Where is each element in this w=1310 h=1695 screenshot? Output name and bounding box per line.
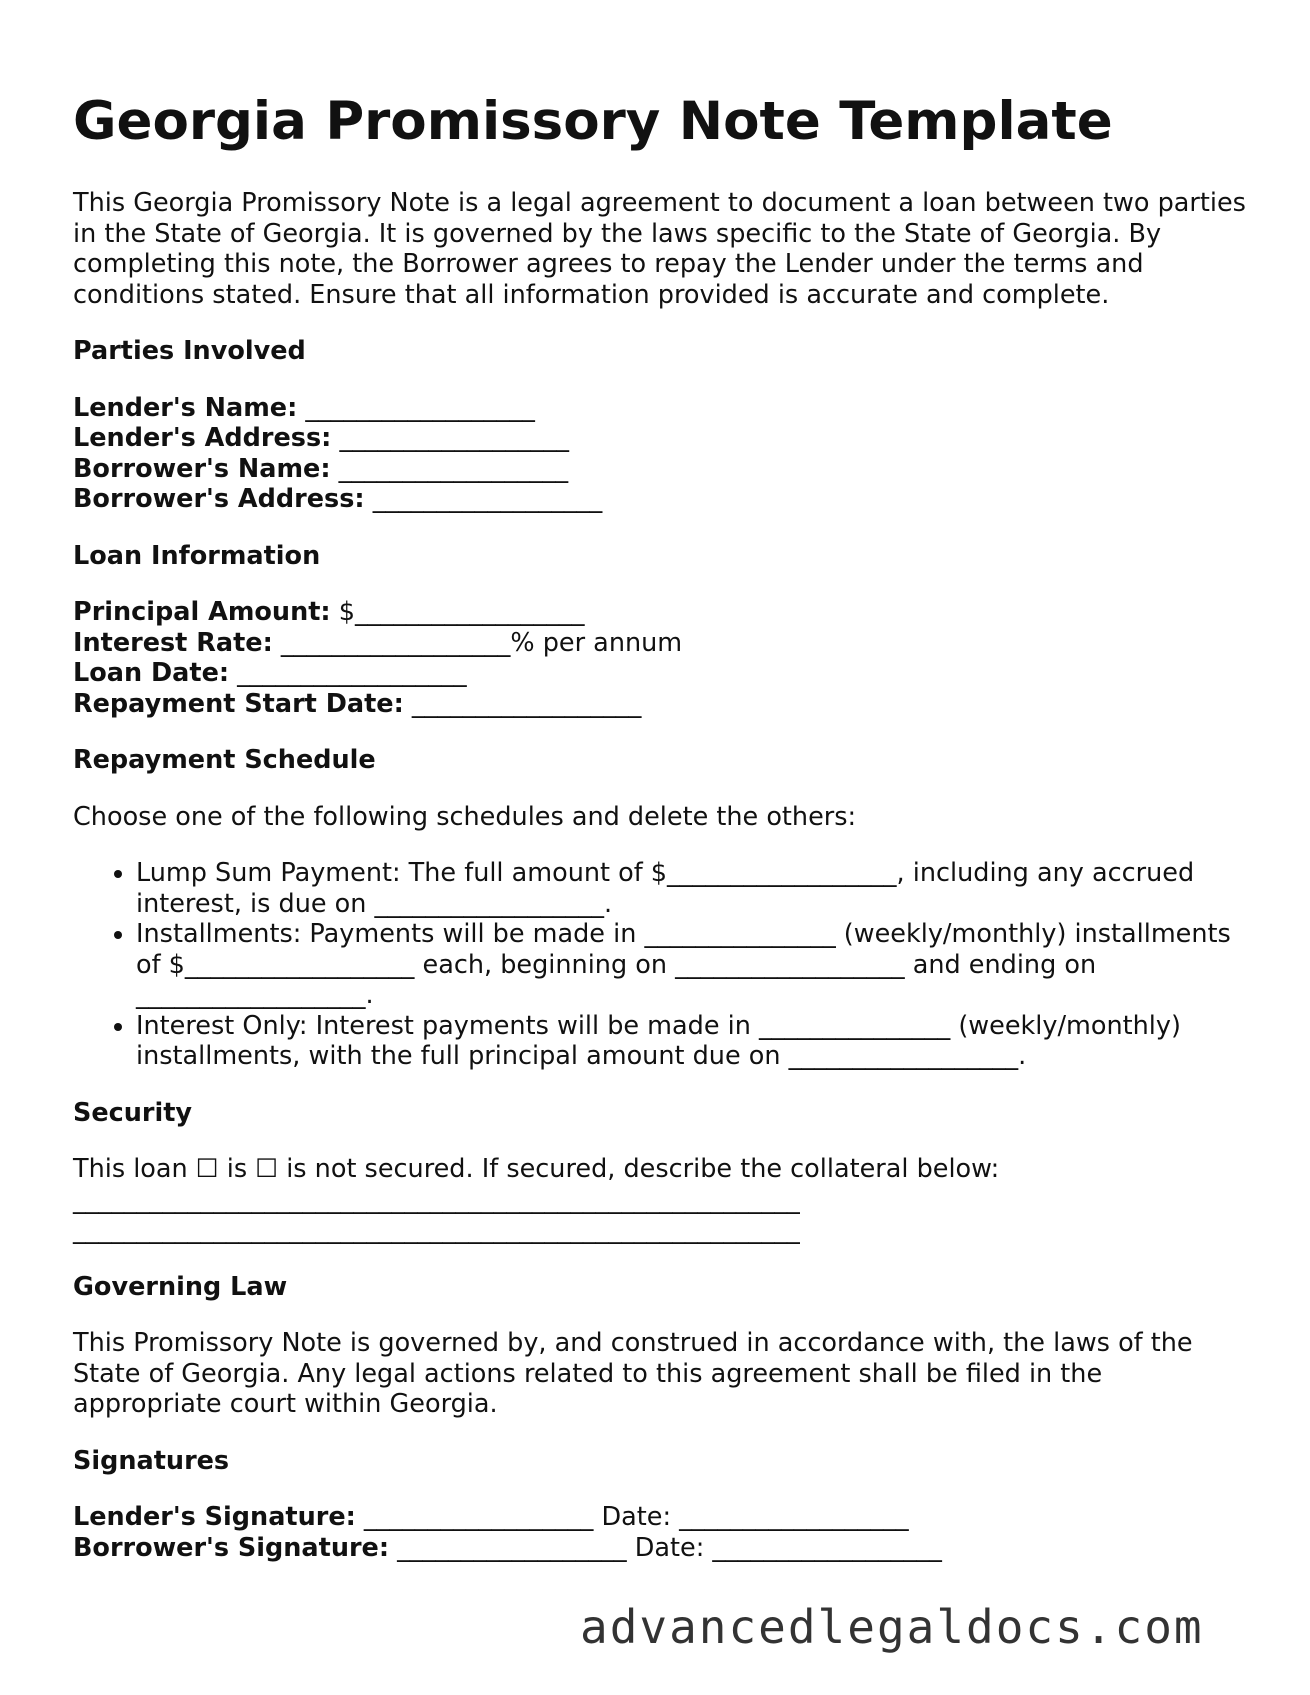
- lender-signature-field: [73, 1502, 1253, 1533]
- borrower-signature-label: Borrower's Signature:: [73, 1532, 390, 1563]
- governing-law-heading: Governing Law: [73, 1271, 288, 1302]
- borrower-name-blank[interactable]: __________________: [330, 453, 569, 484]
- watermark: advancedlegaldocs.com: [580, 1600, 1204, 1654]
- borrower-signature-blank[interactable]: __________________ Date: __________________: [389, 1532, 942, 1563]
- loan-date-label: Loan Date:: [73, 658, 230, 688]
- security-heading: Security: [73, 1097, 193, 1128]
- borrower-signature-field: [73, 1533, 1253, 1564]
- borrower-address-label: Borrower's Address:: [73, 484, 365, 514]
- repayment-heading: Repayment Schedule: [73, 745, 376, 775]
- governing-law-text: This Promissory Note is governed by, and construed in accordance with, the laws of the State of Georgia. Any legal actions related to this agreement shall be filed in the appropriate court within Georgia.: [73, 1328, 1193, 1419]
- lender-name-field: [73, 393, 1253, 424]
- document-page: [73, 80, 1253, 1563]
- loan-heading: Loan Information: [73, 540, 321, 571]
- principal-field: [73, 597, 1253, 628]
- principal-blank[interactable]: $__________________: [330, 597, 585, 627]
- interest-label: Interest Rate:: [73, 627, 273, 658]
- borrower-address-field: [73, 484, 1253, 515]
- security-statement: This loan ☐ is ☐ is not secured. If secured, describe the collateral below:: [73, 1154, 1000, 1184]
- list-item: • Installments: Payments will be made in _______________ (weekly/monthly) installments of $__________________ each, beginning on __________________ and ending on __________________.: [136, 919, 1253, 1011]
- security-section: [73, 1154, 1253, 1246]
- start-date-blank[interactable]: __________________: [403, 688, 642, 719]
- parties-fields: [73, 393, 1253, 515]
- list-item: • Interest Only: Interest payments will be made in _______________ (weekly/monthly) installments, with the full principal amount due on __________________.: [136, 1011, 1253, 1072]
- lender-address-label: Lender's Address:: [73, 423, 332, 453]
- lender-address-field: [73, 423, 1253, 454]
- page-title: Georgia Promissory Note Template: [73, 91, 1113, 152]
- interest-field: [73, 628, 1253, 659]
- collateral-line[interactable]: _________________________________________________________: [73, 1215, 800, 1245]
- lender-signature-label: Lender's Signature:: [73, 1502, 356, 1532]
- start-date-field: [73, 689, 1253, 720]
- lender-name-label: Lender's Name:: [73, 392, 298, 423]
- signatures-fields: [73, 1502, 1253, 1563]
- repayment-instruction: Choose one of the following schedules and delete the others:: [73, 801, 857, 832]
- lender-address-blank[interactable]: __________________: [331, 423, 569, 453]
- principal-label: Principal Amount:: [73, 597, 331, 627]
- lender-signature-blank[interactable]: __________________ Date: __________________: [355, 1502, 909, 1532]
- signatures-heading: Signatures: [73, 1445, 230, 1476]
- collateral-line[interactable]: _________________________________________________________: [73, 1184, 800, 1215]
- lender-name-blank[interactable]: __________________: [297, 392, 535, 423]
- interest-blank[interactable]: __________________% per annum: [272, 627, 683, 658]
- list-item: • Lump Sum Payment: The full amount of $__________________, including any accrued interest, is due on __________________.: [136, 858, 1253, 919]
- start-date-label: Repayment Start Date:: [73, 688, 404, 719]
- repayment-options-list: [73, 858, 1253, 1072]
- borrower-name-field: [73, 454, 1253, 485]
- intro-paragraph: This Georgia Promissory Note is a legal agreement to document a loan between two parties in the State of Georgia. It is governed by the laws specific to the State of Georgia. By completing this note, the Borrower agrees to repay the Lender under the terms and conditions stated. Ensure that all information provided is accurate and complete.: [73, 188, 1246, 310]
- loan-date-field: [73, 658, 1253, 689]
- loan-date-blank[interactable]: __________________: [229, 658, 467, 688]
- loan-fields: [73, 597, 1253, 719]
- parties-heading: Parties Involved: [73, 336, 306, 366]
- borrower-name-label: Borrower's Name:: [73, 453, 331, 484]
- borrower-address-blank[interactable]: __________________: [364, 484, 603, 514]
